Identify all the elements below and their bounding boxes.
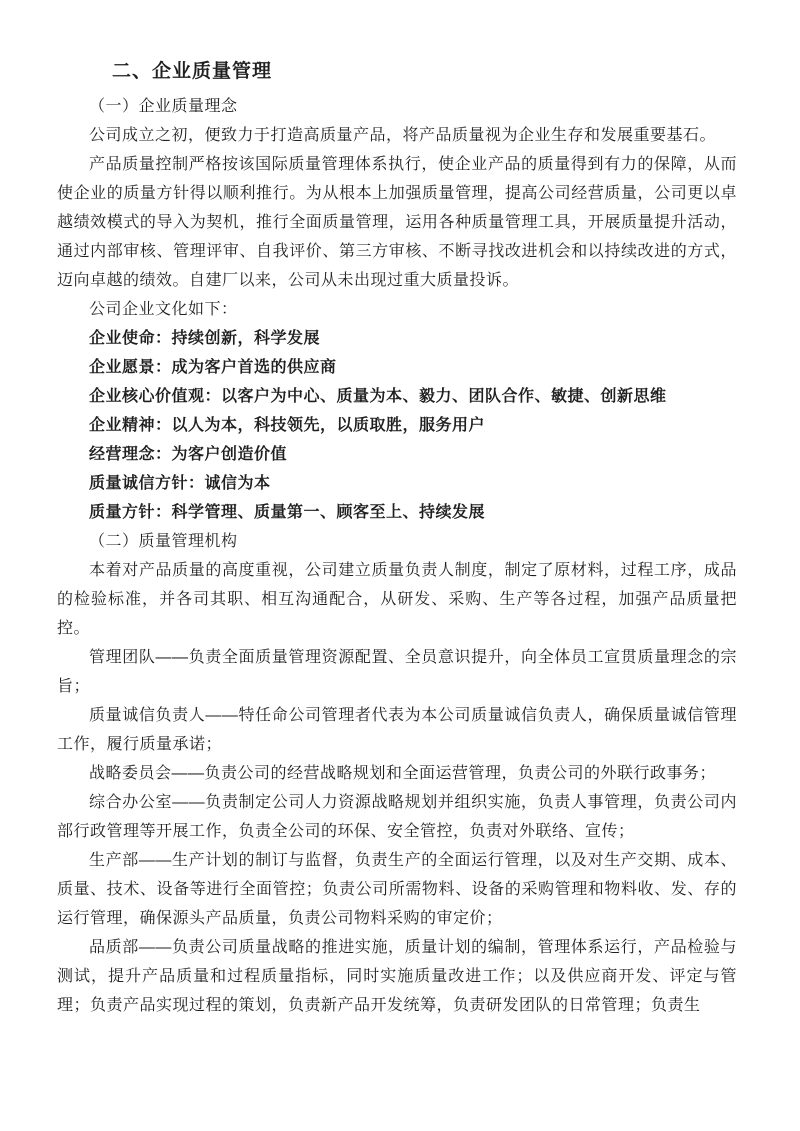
culture-item-vision: 企业愿景：成为客户首选的供应商 [89,359,337,376]
culture-item-spirit: 企业精神：以人为本，科技领先，以质取胜，服务用户 [89,417,486,434]
section-heading-2: （二）质量管理机构 [89,533,238,550]
culture-item-quality-policy: 质量方针：科学管理、质量第一、顾客至上、持续发展 [89,504,486,521]
paragraph: 管理团队——负责全面质量管理资源配置、全员意识提升，向全体员工宣贯质量理念的宗旨； [57,649,737,695]
section-heading-1: （一）企业质量理念 [89,98,238,115]
culture-item-quality-integrity-policy: 质量诚信方针：诚信为本 [89,475,271,492]
document-title: 二、企业质量管理 [112,61,273,82]
paragraph: 公司成立之初，便致力于打造高质量产品，将产品质量视为企业生存和发展重要基石。 [89,127,717,144]
paragraph: 本着对产品质量的高度重视，公司建立质量负责人制度，制定了原材料，过程工序，成品的检验标准，并各司其职、相互沟通配合，从研发、采购、生产等各过程，加强产品质量把控。 [57,562,737,637]
culture-item-mission: 企业使命：持续创新，科学发展 [89,330,321,347]
paragraph: 公司企业文化如下： [89,301,238,318]
paragraph: 生产部——生产计划的制订与监督，负责生产的全面运行管理，以及对生产交期、成本、质量、技术、设备等进行全面管控；负责公司所需物料、设备的采购管理和物料收、发、存的运行管理，确保源头产品质量，负责公司物料采购的审定价； [57,852,737,927]
paragraph: 产品质量控制严格按该国际质量管理体系执行，使企业产品的质量得到有力的保障，从而使企业的质量方针得以顺利推行。为从根本上加强质量管理，提高公司经营质量，公司更以卓越绩效模式的导入为契机，推行全面质量管理，运用各种质量管理工具，开展质量提升活动，通过内部审核、管理评审、自我评价、第三方审核、不断寻找改进机会和以持续改进的方式，迈向卓越的绩效。自建厂以来，公司从未出现过重大质量投诉。 [57,156,737,289]
culture-item-core-values: 企业核心价值观：以客户为中心、质量为本、毅力、团队合作、敏捷、创新思维 [89,388,667,405]
paragraph: 战略委员会——负责公司的经营战略规划和全面运营管理，负责公司的外联行政事务； [89,765,717,782]
paragraph: 质量诚信负责人——特任命公司管理者代表为本公司质量诚信负责人，确保质量诚信管理工作，履行质量承诺； [57,707,737,753]
paragraph: 品质部——负责公司质量战略的推进实施，质量计划的编制，管理体系运行，产品检验与测试，提升产品质量和过程质量指标，同时实施质量改进工作；以及供应商开发、评定与管理；负责产品实现过程的策划，负责新产品开发统筹，负责研发团队的日常管理；负责生 [57,939,737,1014]
paragraph: 综合办公室——负责制定公司人力资源战略规划并组织实施，负责人事管理，负责公司内部行政管理等开展工作，负责全公司的环保、安全管控，负责对外联络、宣传； [57,794,737,840]
culture-item-business-philosophy: 经营理念：为客户创造价值 [89,446,288,463]
